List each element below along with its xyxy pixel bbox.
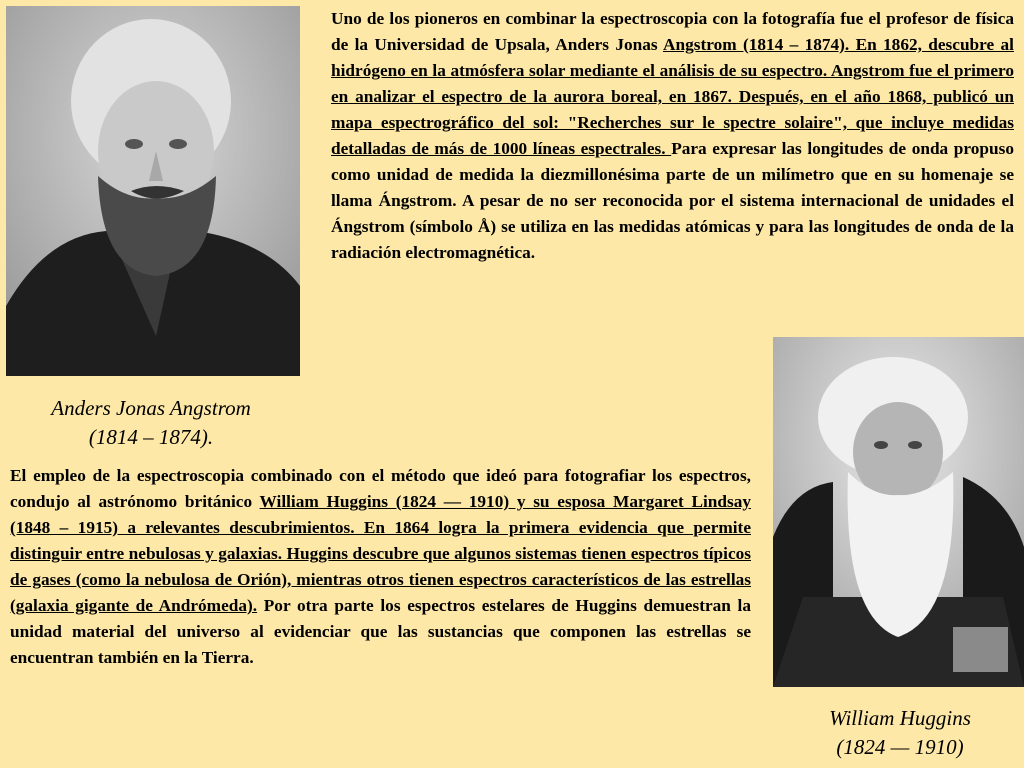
huggins-portrait xyxy=(773,337,1024,687)
huggins-paragraph xyxy=(10,463,751,671)
angstrom-text-underlined: Angstrom (1814 – 1874). En 1862, descubre al hidrógeno en la atmósfera solar mediante el análisis de su espectro. Angstrom fue el primero en analizar el espectro de la aurora boreal, en 1867. Después, en el año 1868, publicó un mapa espectrográfico del sol: "Recherches sur le spectre solaire", que incluye medidas detalladas de más de 1000 líneas espectrales. xyxy=(331,35,1014,158)
angstrom-caption-dates: (1814 – 1874). xyxy=(88,425,214,449)
huggins-caption-dates: (1824 — 1910) xyxy=(836,735,964,759)
huggins-caption xyxy=(780,704,1020,762)
huggins-text-part2: Por otra parte los espectros estelares de Huggins demuestran la unidad material del universo al evidenciar que las sustancias que componen las estrellas se encuentran también en la Tierra. xyxy=(10,596,751,667)
angstrom-caption-name: Anders Jonas Angstrom xyxy=(51,396,251,420)
huggins-text-underlined: William Huggins (1824 — 1910) y su esposa Margaret Lindsay (1848 – 1915) a relevantes descubrimientos. En 1864 logra la primera evidencia que permite distinguir entre nebulosas y galaxias. Huggins descubre que algunos sistemas tienen espectros típicos de gases (como la nebulosa de Orión), mientras otros tienen espectros característicos de las estrellas (galaxia gigante de Andrómeda). xyxy=(10,492,752,615)
angstrom-caption xyxy=(6,394,296,452)
huggins-text-part1: El empleo de la espectroscopia combinado con el método que ideó para fotografiar los espectros, condujo al astrónomo británico xyxy=(10,466,751,511)
angstrom-portrait xyxy=(6,6,300,376)
angstrom-text-part2: Para expresar las longitudes de onda propuso como unidad de medida la diezmillonésima parte de un milímetro que en su homenaje se llama Ángstrom. A pesar de no ser reconocida por el sistema internacional de unidades el Ángstrom (símbolo Å) se utiliza en las medidas atómicas y para las longitudes de onda de la radiación electromagnética. xyxy=(331,139,1014,262)
huggins-caption-name: William Huggins xyxy=(829,706,971,730)
angstrom-paragraph xyxy=(331,6,1014,266)
angstrom-text-part1: Uno de los pioneros en combinar la espectroscopia con la fotografía fue el profesor de física de la Universidad de Upsala, Anders Jonas xyxy=(331,9,1014,54)
